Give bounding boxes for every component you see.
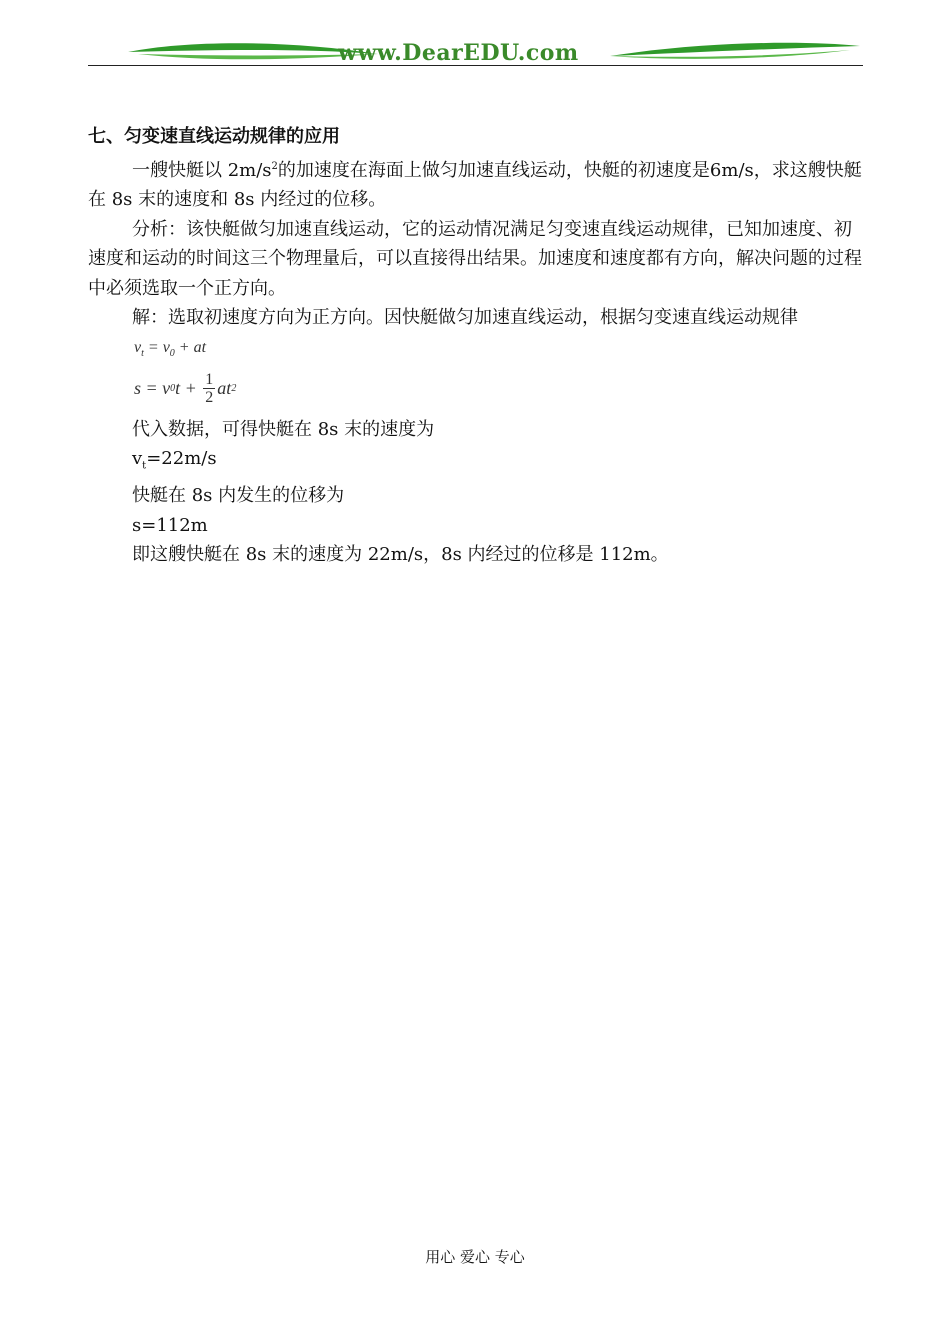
formula1-rest: + at bbox=[174, 338, 207, 356]
fraction-half bbox=[203, 371, 215, 406]
problem-paragraph bbox=[88, 152, 863, 215]
formula1-v0: v bbox=[162, 338, 170, 356]
result1-rest: =22m/s bbox=[146, 448, 217, 469]
formula-velocity bbox=[88, 333, 863, 363]
analysis-paragraph: 分析：该快艇做匀加速直线运动，它的运动情况满足匀变速直线运动规律，已知加速度、初速度和运动的时间这三个物理量后，可以直接得出结果。加速度和速度都有方向，解决问题的过程中必须选取一个正方向。 bbox=[88, 218, 862, 299]
formula1-v: v bbox=[134, 338, 142, 356]
result1-sub: t bbox=[142, 460, 147, 472]
formula1-t-sub: t bbox=[141, 347, 144, 359]
swoosh-right-graphic bbox=[610, 40, 860, 64]
fraction-denominator: 2 bbox=[205, 389, 214, 406]
section-title: 七、匀变速直线运动规律的应用 bbox=[88, 126, 340, 147]
document-body bbox=[88, 122, 863, 570]
formula-displacement bbox=[88, 363, 863, 415]
formula2-square: 2 bbox=[231, 382, 237, 394]
step1-text: 代入数据，可得快艇在 8s 末的速度为 bbox=[132, 418, 435, 440]
step2-text: 快艇在 8s 内发生的位移为 bbox=[132, 485, 345, 507]
header-divider bbox=[88, 65, 863, 66]
conclusion-text: 即这艘快艇在 8s 末的速度为 22m/s，8s 内经过的位移是 112m。 bbox=[132, 544, 669, 566]
formula2-t: t + bbox=[175, 377, 202, 398]
formula1-zero-sub: 0 bbox=[169, 347, 175, 359]
solution-intro: 解：选取初速度方向为正方向。因快艇做匀加速直线运动，根据匀变速直线运动规律 bbox=[132, 307, 798, 328]
formula2-lhs: s = v bbox=[134, 377, 171, 398]
result1-v: v bbox=[132, 448, 143, 469]
formula2-at: at bbox=[217, 377, 232, 398]
problem-text-2: 的加速度在海面上做匀加速直线运动，快艇的初速度是6m/s，求这艘快艇在 8s 末的速度和 8s 内经过的位移。 bbox=[88, 159, 862, 210]
problem-exponent: 2 bbox=[271, 160, 278, 172]
fraction-numerator: 1 bbox=[205, 371, 214, 388]
problem-text-1: 一艘快艇以 2m/s bbox=[132, 159, 272, 181]
result-displacement: s=112m bbox=[132, 514, 208, 536]
page-footer: 用心 爱心 专心 bbox=[425, 1248, 525, 1266]
result-velocity bbox=[88, 444, 863, 481]
formula2-zero-sub: 0 bbox=[170, 382, 176, 394]
site-logo: www.DearEDU.com bbox=[338, 40, 579, 66]
formula1-eq: = bbox=[143, 338, 163, 356]
